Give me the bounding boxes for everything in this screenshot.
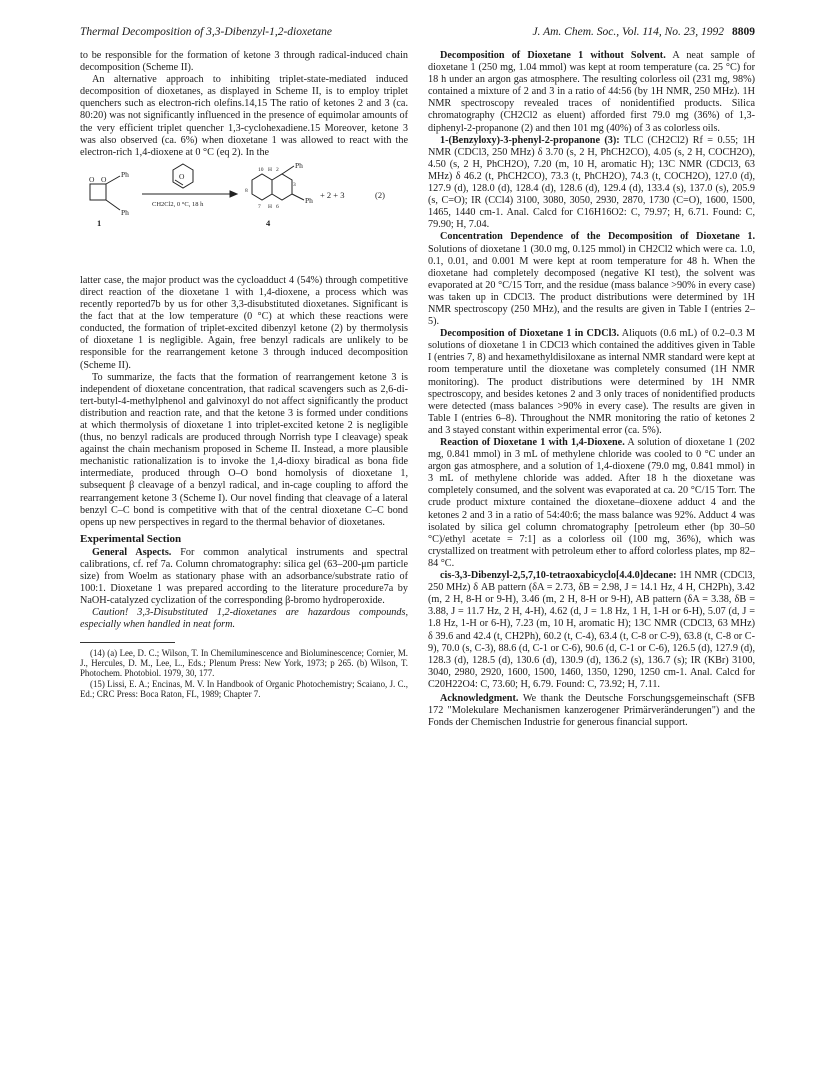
paragraph [428, 328, 755, 437]
bond [106, 200, 120, 210]
run-in-heading: Reaction of Dioxetane 1 with 1,4-Dioxene. [440, 437, 625, 448]
run-in-heading: Decomposition of Dioxetane 1 without Solvent. [440, 50, 666, 61]
paragraph-text: For common analytical instruments and spectral calibrations, cf. ref 7a. Column chromatography: silica gel (63–200-μm particle size) from Woelm as stationary phase with an adsorbance/substrate ratio of 100:1. Dioxetane 1 was prepared according to the literature procedure7a by NaOH-catalyzed cyclization of the corresponding β-bromo hydroperoxide. [80, 546, 409, 607]
run-in-heading: Decomposition of Dioxetane 1 in CDCl3. [440, 328, 620, 340]
ring-number: 7 [258, 203, 261, 210]
phenyl-label: Ph [305, 195, 313, 205]
phenyl-label: Ph [121, 207, 129, 217]
arrow-head [230, 191, 237, 197]
caution-note: Caution! 3,3-Disubstituted 1,2-dioxetanes are hazardous compounds, especially when handled in neat form. [80, 607, 408, 631]
bond [292, 194, 304, 200]
paragraph [80, 547, 408, 607]
left-column [80, 50, 408, 700]
journal-citation [532, 26, 755, 38]
paragraph [428, 570, 755, 691]
ring-number: 2 [276, 166, 279, 173]
paragraph: An alternative approach to inhibiting triplet-state-mediated induced decomposition of dioxetanes, as displayed in Scheme II, is to employ triplet quenchers such as electron-rich olefins.14,15 The ratio of ketones 2 and 3 (ca. 80:20) was not significantly influenced in the presence of equimolar amounts of the very efficient triplet quencher 1,3-cyclohexadiene.15 Moreover, ketone 3 was also observed (ca. 6%) when dioxetane 1 was allowed to react with the electron-rich 1,4-dioxene at 0 °C (eq 2). In the [80, 74, 408, 158]
equation-number: (2) [375, 189, 385, 200]
paragraph-text: Solutions of dioxetane 1 (30.0 mg, 0.125 mmol) in CH2Cl2 which were ca. 1.0, 0.1, 0.01, and 0.001 M were kept at room temperature for 48 h. When the dioxetane had completely decomposed (negative KI test), the solvent was evaporated at 20 °C/15 Torr, and the residue (mass balance >90% in every case) was taken up in CDCl3. The product distributions were determined by 1H NMR spectroscopy (250 MHz), and the results are given in Table I (entries 2–5). [428, 243, 755, 328]
adduct-ring-right [272, 174, 292, 200]
reaction-conditions: CH2Cl2, 0 °C, 18 h [152, 200, 204, 208]
footnote: (15) Lissi, E. A.; Encinas, M. V. In Handbook of Organic Photochemistry; Scaiano, J. C., Ed.; CRC Press: Boca Raton, FL, 1989; Chapter 7. [80, 678, 408, 700]
running-header [80, 26, 755, 42]
run-in-heading: General Aspects. [92, 546, 172, 558]
ring-number: 6 [276, 203, 279, 210]
compound-4-label: 4 [266, 217, 271, 228]
ring-number: 8 [245, 187, 248, 194]
reaction-scheme-drawing [80, 162, 408, 272]
running-title: Thermal Decomposition of 3,3-Dibenzyl-1,2-dioxetane [80, 26, 332, 38]
oxygen-label: O [179, 171, 185, 181]
paragraph: latter case, the major product was the cycloadduct 4 (54%) through competitive direct reaction of the dioxetane 1 with 1,4-dioxene, a process which was recently reported7b by us for other 3,3-disubstituted dioxetanes. Significant is the fact that at the low temperature (0 °C) at which these reactions were conducted, the formation of triplet-excited dibenzyl ketone (2) by thermolysis of dioxetane 1 is negligible. Again, free benzyl radicals are unlikely to be responsible for the rearrangement ketone 3 through induced decomposition (Scheme II). [80, 274, 408, 371]
ring-number: 10 [258, 166, 264, 173]
ring-number: H [268, 166, 272, 173]
paragraph-text: A neat sample of dioxetane 1 (250 mg, 1.04 mmol) was kept at room temperature (ca. 25 °C) for 18 h under an argon gas atmosphere. The resulting colorless oil (231 mg, 98%) contained a mixture of 2 and 3 in a ratio of 44:56 (by 1H NMR, 250 MHz). 1H NMR spectroscopy revealed traces of nonidentified products. Silica chromatography (CH2Cl2 as eluent) afforded first 79.0 mg (36%) of 1,3-diphenyl-2-propanone (2) and then 101 mg (40%) of 3 as colorless oils. [428, 50, 756, 134]
paragraph [428, 437, 755, 570]
run-in-heading: Acknowledgment. [440, 692, 519, 704]
dioxetane-ring [90, 184, 106, 200]
acknowledgment [428, 693, 755, 729]
footnote: (14) (a) Lee, D. C.; Wilson, T. In Chemiluminescence and Bioluminescence; Cornier, M. J., Hercules, D. M., Lee, L., Eds.; Plenum Press: New York, 1973; p 265. (b) Wilson, T. Photochem. Photobiol. 1979, 30, 177. [80, 647, 408, 679]
page-number: 8809 [732, 26, 755, 38]
phenyl-label: Ph [121, 169, 129, 179]
paragraph: to be responsible for the formation of ketone 3 through radical-induced chain decomposition (Scheme II). [80, 50, 408, 74]
paragraph-text: TLC (CH2Cl2) Rf = 0.55; 1H NMR (CDCl3, 250 MHz) δ 3.70 (s, 2 H, PhCH2CO), 4.05 (s, 2 H, COCH2O), 4.50 (s, 2 H, PhCH2O), 7.20 (m, 10 H, aromatic H); 13C NMR (CDCl3, 63 MHz) δ 46.2 (t, PhCH2CO), 73.3 (t, PhCH2O), 74.3 (t, COCH2O), 127.0 (d), 127.9 (d), 128.0 (d), 128.4 (d), 128.6 (d), 129.4 (d), 133.4 (s), 137.0 (s), 205.9 (s, C=O); IR (CCl4) 3100, 3080, 3050, 2930, 2870, 1730 (C=O), 1600, 1500, 1465, 1440 cm-1. Anal. Calcd for C16H16O2: C, 79.97; H, 6.71. Found: C, 79.90; H, 7.04. [428, 134, 755, 231]
bond [282, 166, 294, 174]
journal-name: J. Am. Chem. Soc., Vol. 114, No. 23, 1992 [532, 26, 724, 38]
paragraph: To summarize, the facts that the formation of rearrangement ketone 3 is independent of dioxetane concentration, that radical scavengers such as 2,6-di-tert-butyl-4-methylphenol and galvinoxyl do not affect significantly the product distribution and reaction rate, and that the ketone 3 is formed under conditions at which thermolysis of dioxetane 1 into triplet-excited ketone 2 is negligible (thus, no benzyl radicals are produced through Norrish type I cleavage) speak against the chain mechanism proposed in Scheme II. Instead, a more plausible mechanistic rationalization is to invoke the 1,4-dioxy biradical as bona fide intermediate, produced through O–O bond homolysis of dioxetane 1, subsequent β cleavage of a benzyl radical, and in-cage coupling to afford the rearrangement ketone 3 (Scheme I). Our novel finding that cleavage of a lateral benzyl C–C bond is competitive with that of the central dioxetane C–C bond opens up new perspectives in regard to the thermal behavior of dioxetanes. [80, 371, 408, 528]
run-in-heading: 1-(Benzyloxy)-3-phenyl-2-propanone (3): [440, 134, 620, 146]
paragraph [428, 50, 755, 135]
ring-number: H [268, 203, 272, 210]
paragraph-text: A solution of dioxetane 1 (202 mg, 0.841 mmol) in 3 mL of methylene chloride was cooled to 0 °C under an argon gas atmosphere, and a solution of 1,4-dioxene (79.0 mg, 0.841 mmol) in 3 mL of methylene chloride was added. After 18 h the dioxetane was completely consumed, and the solvent was evaporated at ca. 20 °C/15 Torr. The crude product mixture contained the dioxetane–dioxene adduct 4 and the ketones 2 and 3 in a ratio of 54:40:6; the mass balance was 92%. Adduct 4 was isolated by silica gel column chromatography [petroleum ether (bp 30–50 °C)/ethyl acetate = 7:1] as a colorless oil (100 mg, 36%), which was crystallized on treatment with petroleum ether to afford colorless plates, mp 82–84 °C. [428, 437, 756, 569]
paragraph [428, 231, 755, 328]
paragraph-text: We thank the Deutsche Forschungsgemeinschaft (SFB 172 "Molekulare Mechanismen kanzerogener Primärveränderungen") and the Fonds der Chemischen Industrie for generous financial support. [428, 692, 755, 729]
run-in-heading: cis-3,3-Dibenzyl-2,5,7,10-tetraoxabicyclo[4.4.0]decane: [440, 570, 677, 582]
oxygen-label: O [89, 174, 95, 184]
right-column [428, 50, 755, 729]
adduct-ring-left [252, 174, 272, 200]
oxygen-label: O [101, 174, 107, 184]
bond [106, 176, 120, 184]
paragraph-text: 1H NMR (CDCl3, 250 MHz) δ AB pattern (δA = 2.73, δB = 2.98, J = 14.1 Hz, 4 H, CH2Ph), 3.42 (m, 2 H, 8-H or 9-H), 3.46 (m, 2 H, 8-H or 9-H), AB pattern (δA = 3.38, δB = 3.88, J = 11.7 Hz, 2 H, 4-H), 4.62 (d, J = 1.8 Hz, 1 H, 1-H or 6-H), 5.07 (d, J = 1.8 Hz, 1-H or 6-H), 7.23 (m, 10 H, aromatic H); 13C NMR (CDCl3, 63 MHz) δ 39.6 and 42.4 (t, CH2Ph), 60.2 (t, C-4), 63.4 (t, C-8 or C-9), 63.8 (t, C-8 or C-9), 70.0 (s, C-3), 88.6 (d, C-1 or C-6), 90.6 (d, C-1 or C-6), 126.5 (d), 127.9 (d), 128.3 (d), 128.5 (d), 130.6 (d), 130.9 (d), 136.2 (s), 136.7 (s); IR (KBr) 3100, 3040, 2980, 2920, 1600, 1500, 1460, 1350, 1290, 1250 cm-1. Anal. Calcd for C20H22O4: C, 73.60; H, 6.79. Found: C, 73.92; H, 7.11. [428, 570, 755, 690]
ring-number: 3 [293, 181, 296, 188]
reaction-scheme [80, 162, 408, 272]
paragraph-text: Aliquots (0.6 mL) of 0.2–0.3 M solutions of dioxetane 1 in CDCl3 which contained the additives given in Table I (entries 7, 8) and hexamethyldisiloxane as internal NMR standard were kept at room temperature until the dioxetane was completely consumed (1H NMR monitoring). The product distributions were determined by 1H NMR spectroscopy, and besides ketones 2 and 3 only traces of nonidentified products were detected (mass balances >90% in every case). The results are given in Table I (entries 6–8). Throughout the NMR monitoring the ratio of ketones 2 and 3 stayed constant within experimental error (ca. 5%). [428, 328, 755, 436]
other-products: + 2 + 3 [320, 189, 345, 200]
run-in-heading: Concentration Dependence of the Decomposition of Dioxetane 1. [440, 231, 755, 243]
phenyl-label: Ph [295, 161, 303, 170]
paragraph [428, 135, 755, 232]
compound-1-label: 1 [97, 217, 102, 228]
footnote-divider [80, 642, 175, 643]
section-heading: Experimental Section [80, 532, 182, 545]
